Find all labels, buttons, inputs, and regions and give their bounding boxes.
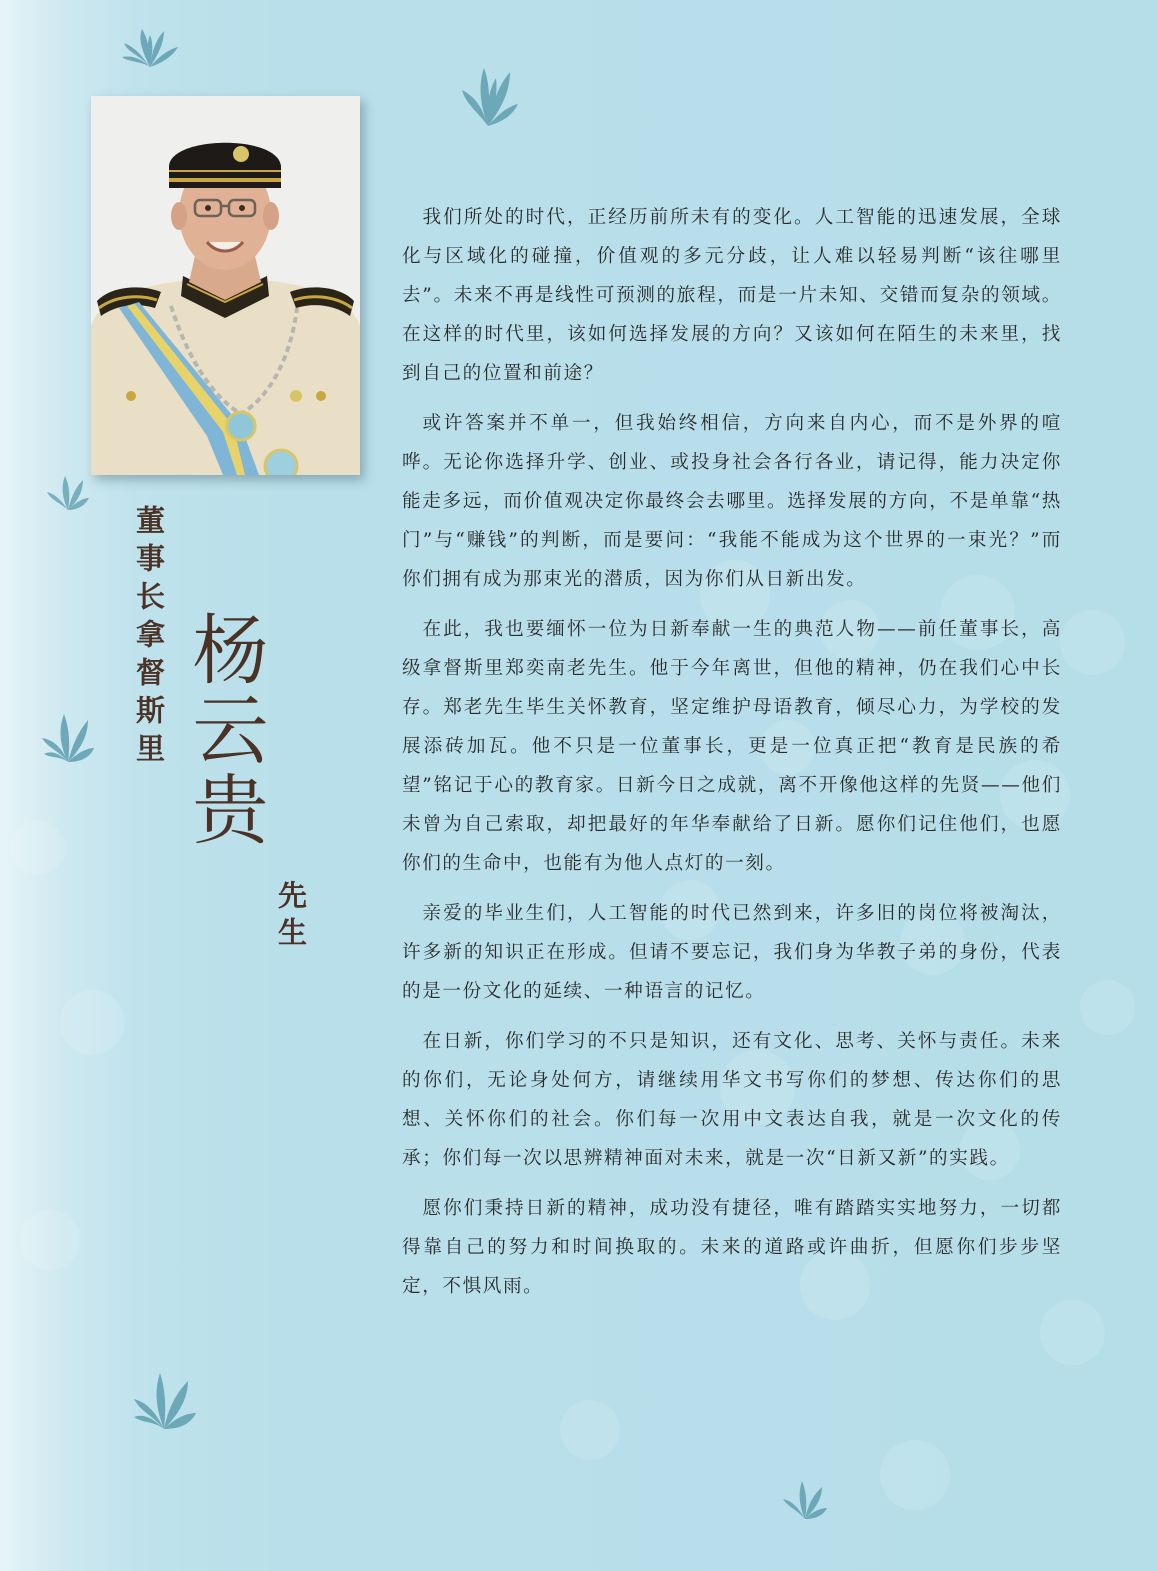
person-name: 杨云贵 bbox=[180, 610, 269, 850]
chrysanthemum-icon bbox=[120, 25, 180, 75]
chrysanthemum-icon bbox=[40, 708, 96, 768]
bokeh-circle bbox=[1080, 980, 1135, 1035]
chrysanthemum-icon bbox=[130, 1365, 200, 1435]
bokeh-circle bbox=[1060, 610, 1125, 675]
bokeh-circle bbox=[560, 1400, 620, 1460]
portrait-photo bbox=[91, 96, 360, 475]
paragraph: 我们所处的时代，正经历前所未有的变化。人工智能的迅速发展，全球化与区域化的碰撞，价值观的多元分歧，让人难以轻易判断“该往哪里去”。未来不再是线性可预测的旅程，而是一片未知、交错而复杂的领域。在这样的时代里，该如何选择发展的方向？又该如何在陌生的未来里，找到自己的位置和前途？ bbox=[402, 207, 1062, 384]
chrysanthemum-icon bbox=[460, 60, 520, 130]
paragraph: 愿你们秉持日新的精神，成功没有捷径，唯有踏踏实实地努力，一切都得靠自己的努力和时间换取的。未来的道路或许曲折，但愿你们步步坚定，不惧风雨。 bbox=[402, 1198, 1062, 1297]
chrysanthemum-icon bbox=[780, 1475, 830, 1525]
title-position: 董事长拿督斯里 bbox=[132, 505, 166, 771]
chrysanthemum-icon bbox=[45, 470, 91, 516]
honorific: 先生 bbox=[274, 880, 308, 954]
bokeh-circle bbox=[20, 1210, 80, 1270]
paragraph: 在日新，你们学习的不只是知识，还有文化、思考、关怀与责任。未来的你们，无论身处何方，请继续用华文书写你们的梦想、传达你们的思想、关怀你们的社会。你们每一次用中文表达自我，就是一次文化的传承；你们每一次以思辨精神面对未来，就是一次“日新又新”的实践。 bbox=[402, 1031, 1062, 1169]
portrait-illustration bbox=[91, 96, 360, 475]
bokeh-circle bbox=[880, 1440, 950, 1510]
letter-body bbox=[402, 198, 1062, 1317]
paragraph: 在此，我也要缅怀一位为日新奉献一生的典范人物——前任董事长，高级拿督斯里郑奕南老先生。他于今年离世，但他的精神，仍在我们心中长存。郑老先生毕生关怀教育，坚定维护母语教育，倾尽心力，为学校的发展添砖加瓦。他不只是一位董事长，更是一位真正把“教育是民族的希望”铭记于心的教育家。日新今日之成就，离不开像他这样的先贤——他们未曾为自己索取，却把最好的年华奉献给了日新。愿你们记住他们，也愿你们的生命中，也能有为他人点灯的一刻。 bbox=[402, 619, 1062, 874]
bokeh-circle bbox=[10, 820, 65, 875]
paragraph: 亲爱的毕业生们，人工智能的时代已然到来，许多旧的岗位将被淘汰，许多新的知识正在形成。但请不要忘记，我们身为华教子弟的身份，代表的是一份文化的延续、一种语言的记忆。 bbox=[402, 903, 1062, 1002]
bokeh-circle bbox=[60, 990, 125, 1055]
paragraph: 或许答案并不单一，但我始终相信，方向来自内心，而不是外界的喧哗。无论你选择升学、创业、或投身社会各行各业，请记得，能力决定你能走多远，而价值观决定你最终会去哪里。选择发展的方向，不是单靠“热门”与“赚钱”的判断，而是要问：“我能不能成为这个世界的一束光？”而你们拥有成为那束光的潜质，因为你们从日新出发。 bbox=[402, 413, 1062, 590]
